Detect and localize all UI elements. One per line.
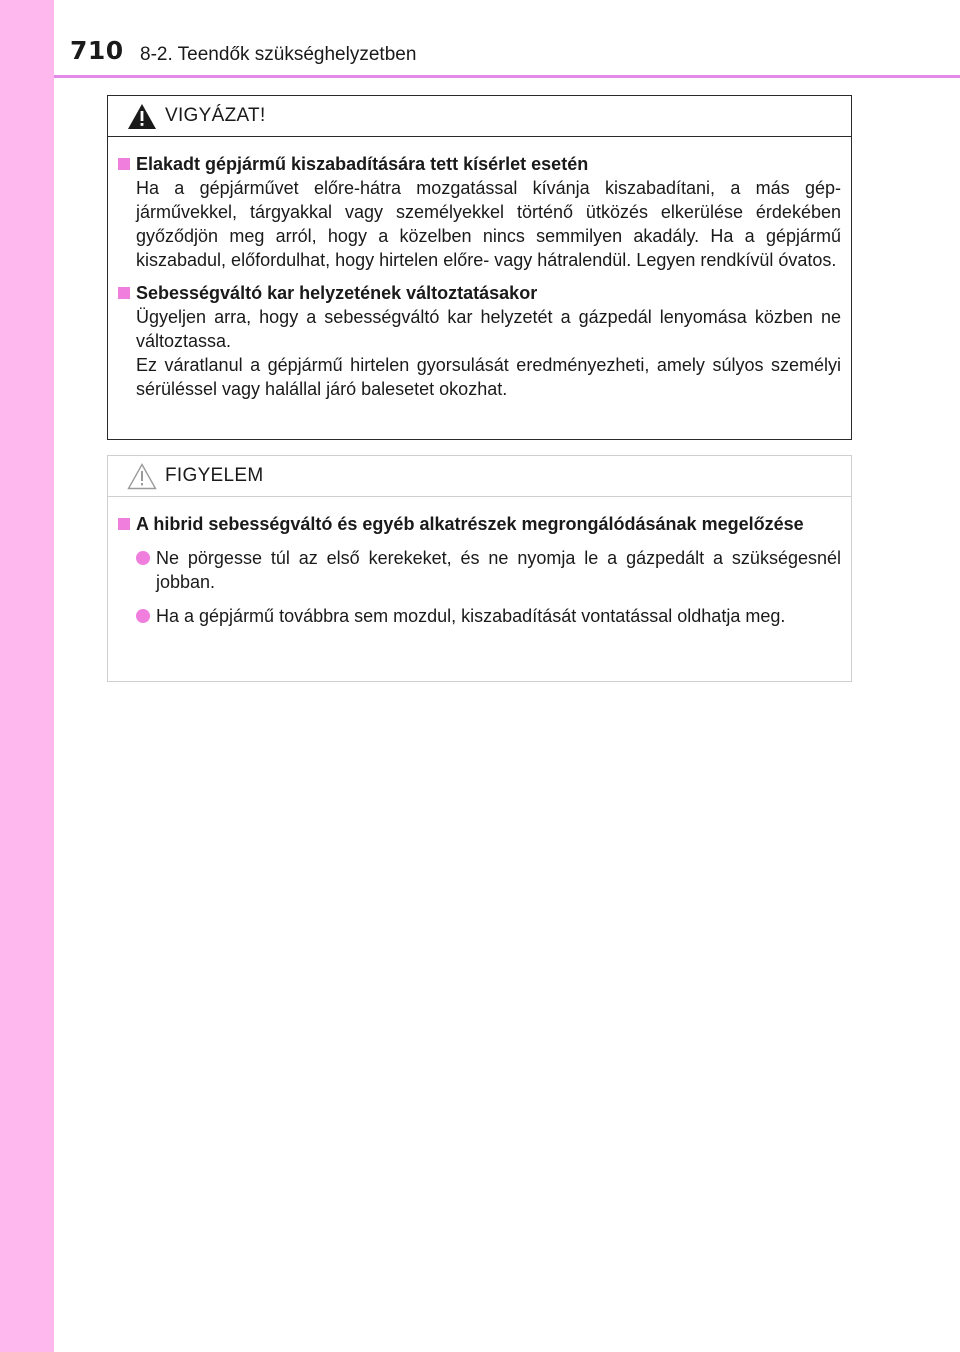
warning-box-title: VIGYÁZAT! — [165, 105, 266, 126]
warning-triangle-outline-icon — [127, 463, 157, 490]
warning-box — [107, 95, 852, 440]
notice-section — [118, 513, 841, 628]
section-title: Elakadt gépjármű kiszabadítására tett kísérlet esetén — [136, 154, 589, 174]
section-paragraph: Ez váratlanul a gépjármű hirtelen gyorsulását eredményezheti, amely súlyos személyi sérüléssel vagy halállal járó balesetet okozhat. — [136, 355, 841, 399]
notice-box — [107, 455, 852, 682]
square-bullet-icon — [118, 287, 130, 299]
chapter-title: 8-2. Teendők szükséghelyzetben — [140, 44, 417, 65]
warning-section — [118, 153, 841, 272]
section-title: A hibrid sebességváltó és egyéb alkatrészek megrongálódásának megelőzése — [136, 514, 804, 534]
list-item — [136, 546, 841, 594]
warning-box-header — [108, 96, 851, 137]
list-item — [136, 604, 841, 628]
circle-bullet-icon — [136, 609, 150, 623]
circle-bullet-icon — [136, 551, 150, 565]
page-number: 710 — [70, 36, 124, 65]
side-bar — [0, 0, 54, 1352]
square-bullet-icon — [118, 158, 130, 170]
warning-section — [118, 282, 841, 401]
square-bullet-icon — [118, 518, 130, 530]
notice-box-title: FIGYELEM — [165, 465, 264, 486]
list-item-text: Ne pörgesse túl az első kerekeket, és ne nyomja le a gázpedált a szükségesnél jobban. — [156, 548, 841, 592]
header-rule — [54, 75, 960, 78]
notice-box-header — [108, 456, 851, 497]
section-title: Sebességváltó kar helyzetének változtatásakor — [136, 283, 538, 303]
list-item-text: Ha a gépjármű továbbra sem mozdul, kiszabadítását vontatással oldhatja meg. — [156, 606, 786, 626]
warning-triangle-filled-icon — [127, 103, 157, 130]
section-paragraph: Ha a gépjárművet előre-hátra mozgatással kívánja kiszabadítani, a más gépjárművekkel, tárgyakkal vagy személyekkel történő ütközés elkerülése érdekében győződjön meg arról, hogy a közelben nincs semmilyen akadály. Ha a gépjármű kiszabadul, előfordulhat, hogy hirtelen előre- vagy hátralendül. Legyen rendkívül óvatos. — [136, 178, 841, 270]
section-paragraph: Ügyeljen arra, hogy a sebességváltó kar helyzetét a gázpedál lenyomása közben ne változtassa. — [136, 307, 841, 351]
